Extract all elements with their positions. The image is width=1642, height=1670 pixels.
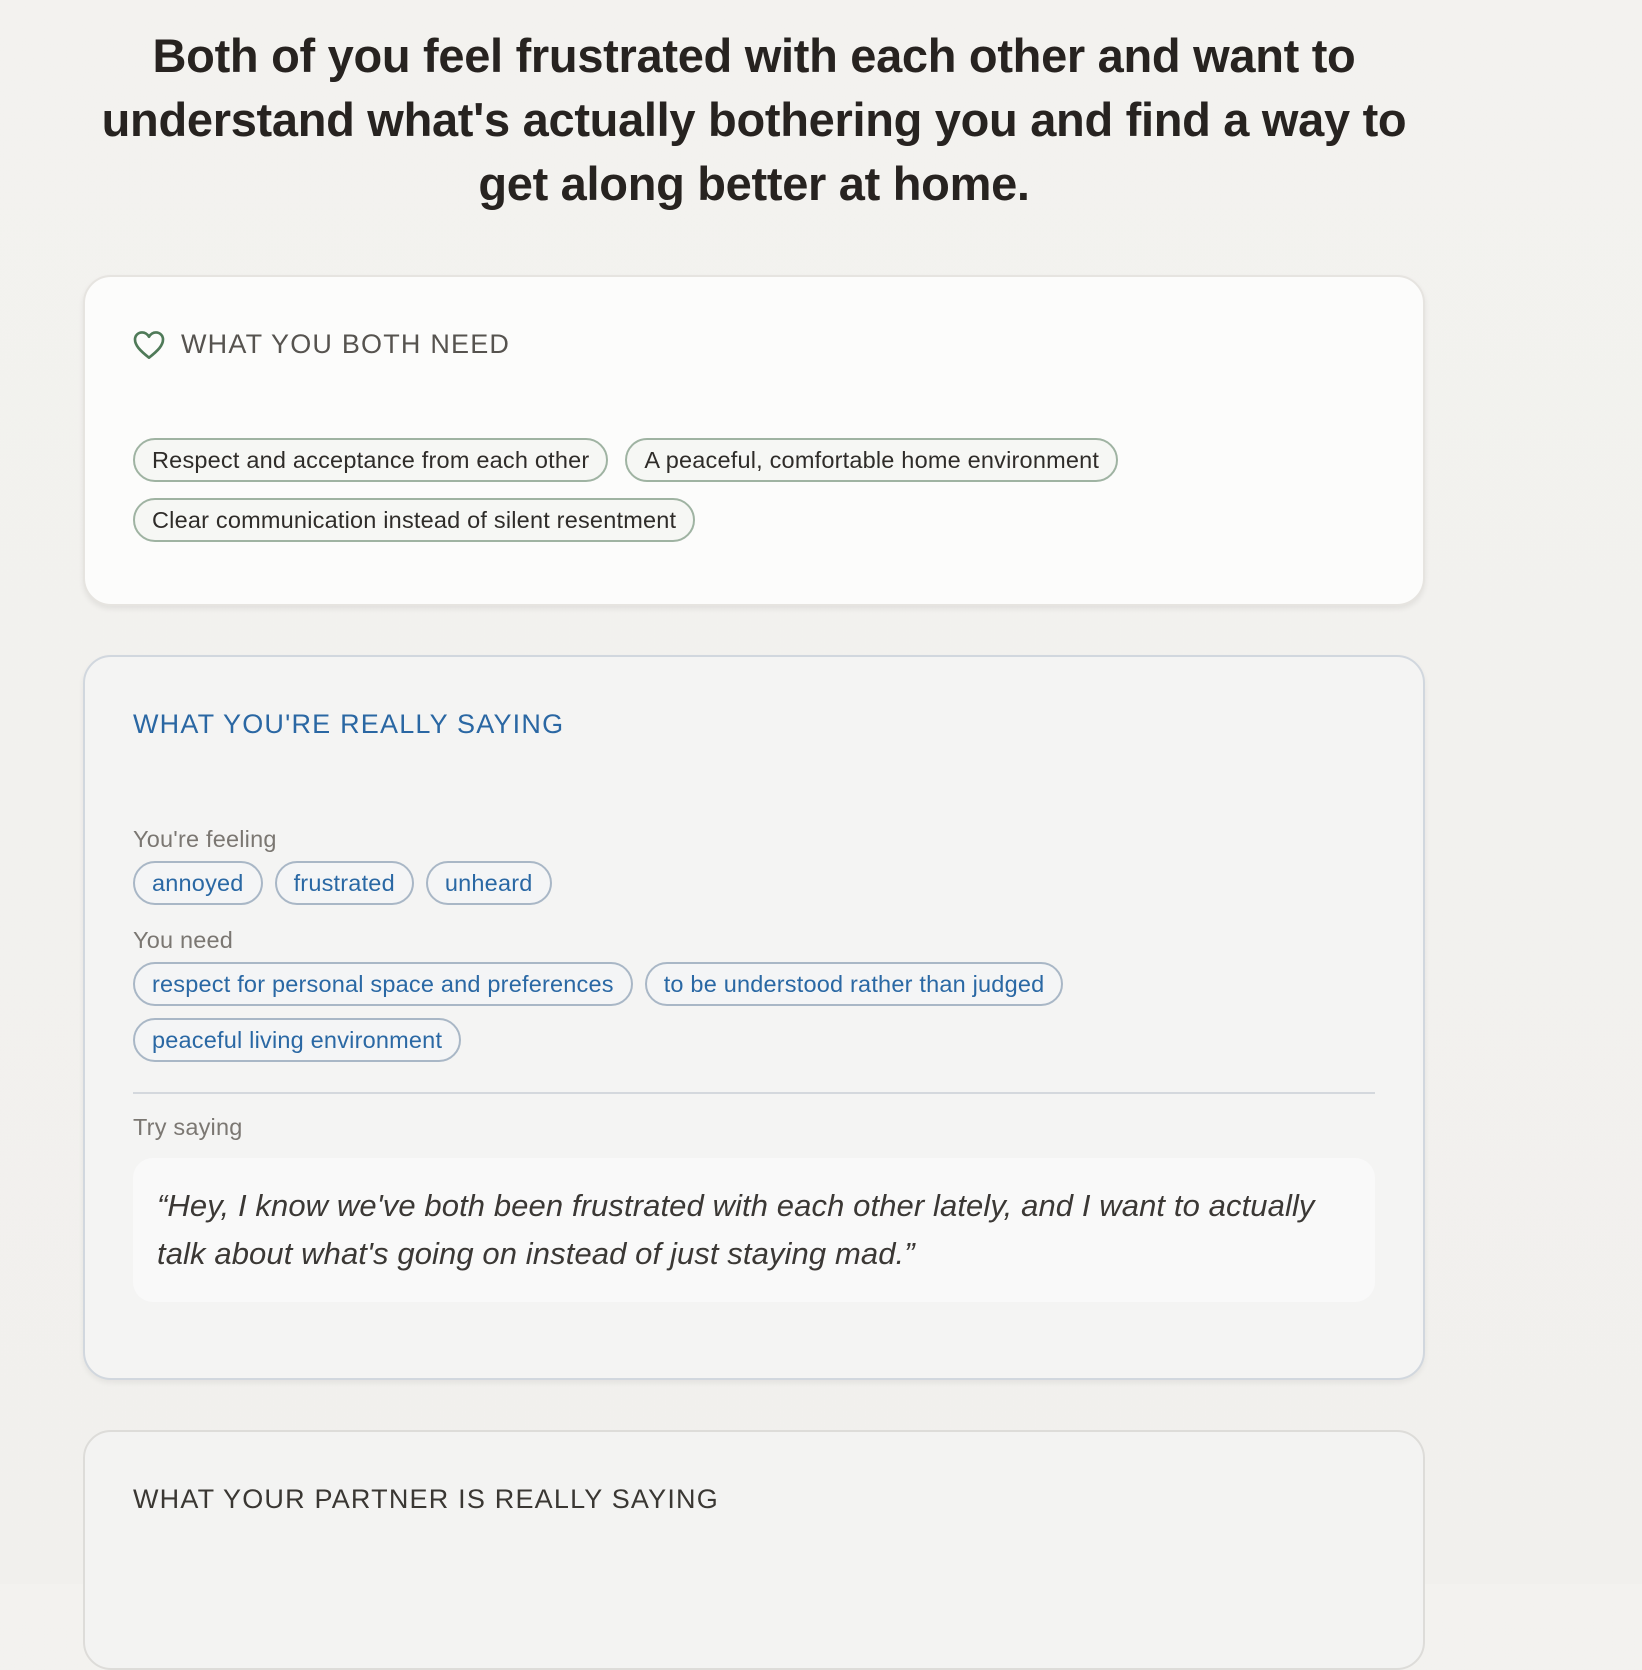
partner-perspective-card [83,1430,1425,1670]
your-perspective-card [83,655,1425,1380]
feeling-chip: annoyed [133,861,263,905]
your-perspective-title: WHAT YOU'RE REALLY SAYING [133,709,565,739]
need-chip: Clear communication instead of silent resentment [133,498,695,542]
try-saying-label: Try saying [133,1114,243,1140]
shared-needs-list [133,438,1375,542]
heart-icon [133,330,165,360]
need-chip: Respect and acceptance from each other [133,438,608,482]
partner-perspective-title: WHAT YOUR PARTNER IS REALLY SAYING [133,1484,719,1514]
needs-list [133,962,1375,1062]
shared-needs-header [133,329,1375,360]
partner-perspective-header [133,1484,1375,1515]
feeling-chip: unheard [426,861,552,905]
feelings-list [133,861,1375,905]
feelings-section [133,826,1375,905]
needs-section [133,927,1375,1062]
section-divider [133,1092,1375,1094]
need-chip: A peaceful, comfortable home environment [625,438,1118,482]
need-chip: to be understood rather than judged [645,962,1064,1006]
shared-needs-card [83,275,1425,606]
needs-label: You need [133,927,234,953]
shared-needs-title: WHAT YOU BOTH NEED [181,329,511,359]
feeling-chip: frustrated [275,861,414,905]
feelings-label: You're feeling [133,826,277,852]
your-perspective-header [133,709,1375,740]
suggested-phrase: “Hey, I know we've both been frustrated with each other lately, and I want to actually talk about what's going on instead of just staying mad.” [133,1158,1375,1302]
need-chip: respect for personal space and preferences [133,962,633,1006]
need-chip: peaceful living environment [133,1018,461,1062]
summary-heading: Both of you feel frustrated with each other and want to understand what's actually bothering you and find a way to get along better at home. [101,29,1407,210]
